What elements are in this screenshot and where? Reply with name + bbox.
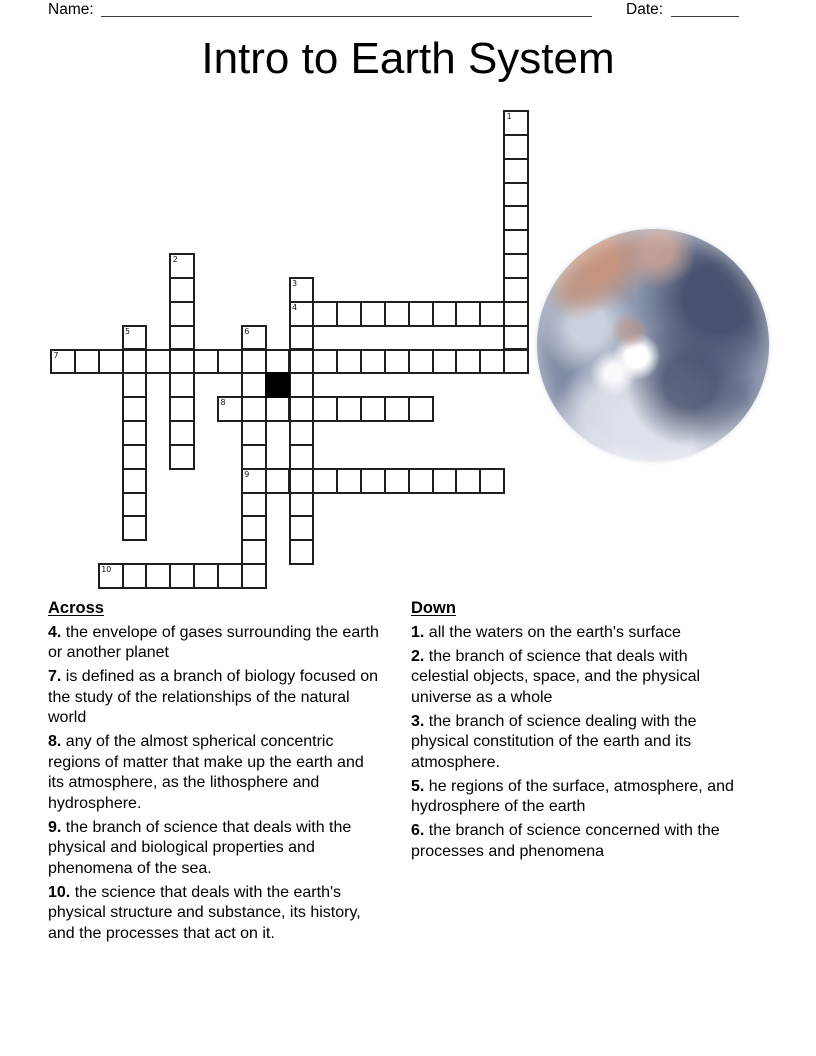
grid-cell (241, 349, 267, 375)
cell-number: 9 (244, 469, 250, 479)
grid-cell (503, 277, 529, 303)
grid-cell (122, 492, 148, 518)
clue-down-5: 5. he regions of the surface, atmosphere, and hydrosphere of the earth (411, 777, 734, 815)
grid-cell (122, 420, 148, 446)
grid-cell (336, 468, 362, 494)
cell-number: 2 (172, 255, 178, 265)
grid-cell (122, 349, 148, 375)
grid-cell (336, 301, 362, 327)
grid-black-cell (265, 372, 291, 398)
grid-cell (289, 492, 315, 518)
grid-cell (312, 468, 338, 494)
grid-cell (217, 396, 243, 422)
clue-number: 7. (48, 668, 62, 685)
grid-cell (503, 253, 529, 279)
grid-cell (289, 396, 315, 422)
grid-cell (384, 396, 410, 422)
name-blank-line (101, 1, 592, 17)
across-clue-list (48, 623, 380, 945)
grid-cell (122, 396, 148, 422)
grid-cell (432, 301, 458, 327)
grid-cell (241, 539, 267, 565)
date-blank-line (671, 1, 739, 17)
grid-cell (74, 349, 100, 375)
grid-cell (145, 349, 171, 375)
grid-cell (241, 325, 267, 351)
grid-cell (169, 420, 195, 446)
grid-cell (122, 563, 148, 589)
grid-cell (241, 563, 267, 589)
grid-cell (289, 420, 315, 446)
grid-cell (360, 301, 386, 327)
grid-cell (169, 277, 195, 303)
grid-cell (169, 396, 195, 422)
grid-cell (336, 396, 362, 422)
grid-cell (169, 444, 195, 470)
down-clues-section (411, 598, 745, 862)
earth-image (537, 229, 769, 461)
grid-cell (241, 444, 267, 470)
grid-cell (455, 349, 481, 375)
clue-number: 9. (48, 818, 62, 836)
grid-cell (503, 205, 529, 231)
grid-cell (360, 396, 386, 422)
grid-cell (98, 563, 124, 589)
grid-cell (503, 301, 529, 327)
down-clue-list (411, 623, 745, 863)
clue-number: 6. (411, 822, 425, 839)
grid-cell (50, 349, 76, 375)
across-clues-section (48, 598, 380, 944)
grid-cell (241, 492, 267, 518)
grid-cell (312, 349, 338, 375)
grid-cell (289, 444, 315, 470)
grid-cell (241, 420, 267, 446)
clue-number: 10. (48, 883, 71, 901)
clue-down-2: 2. the branch of science that deals with celestial objects, space, and the physical universe as a whole (411, 647, 701, 706)
grid-cell (503, 182, 529, 208)
grid-cell (145, 563, 171, 589)
grid-cell (336, 349, 362, 375)
grid-cell (289, 539, 315, 565)
grid-cell (408, 396, 434, 422)
grid-cell (169, 253, 195, 279)
grid-cell (122, 325, 148, 351)
grid-cell (503, 349, 529, 375)
grid-cell (122, 468, 148, 494)
clue-number: 2. (411, 647, 425, 665)
across-heading: Across (48, 599, 104, 617)
clue-number: 4. (48, 623, 62, 641)
grid-cell (265, 396, 291, 422)
grid-cell (289, 325, 315, 351)
grid-cell (312, 396, 338, 422)
clue-across-4: 4. the envelope of gases surrounding the earth or another planet (48, 623, 379, 661)
page-title: Intro to Earth System (201, 34, 615, 83)
grid-cell (217, 349, 243, 375)
clue-number: 5. (411, 777, 425, 795)
grid-cell (455, 301, 481, 327)
clue-across-7: 7. is defined as a branch of biology focused on the study of the relationships of the natural world (48, 668, 378, 726)
grid-cell (479, 468, 505, 494)
clue-down-3: 3. the branch of science dealing with the physical constitution of the earth and its atmosphere. (411, 712, 697, 771)
grid-cell (122, 372, 148, 398)
clue-across-8: 8. any of the almost spherical concentric regions of matter that make up the earth and its atmosphere, as the lithosphere and hydrosphere. (48, 733, 364, 812)
cell-number: 4 (292, 302, 298, 312)
grid-cell (122, 444, 148, 470)
clue-number: 3. (411, 712, 425, 730)
grid-cell (193, 349, 219, 375)
grid-cell (360, 349, 386, 375)
clue-number: 1. (411, 623, 425, 641)
cell-number: 8 (220, 398, 226, 408)
grid-cell (312, 301, 338, 327)
name-label: Name: (48, 1, 94, 18)
grid-cell (384, 468, 410, 494)
cell-number: 5 (125, 326, 131, 336)
clue-across-9: 9. the branch of science that deals with the physical and biological properties and phenomena of the sea. (48, 818, 352, 877)
grid-cell (408, 349, 434, 375)
grid-cell (169, 325, 195, 351)
grid-cell (503, 110, 529, 136)
grid-cell (241, 396, 267, 422)
clue-down-1: 1. all the waters on the earth's surface (411, 623, 681, 641)
grid-cell (503, 229, 529, 255)
cell-number: 6 (244, 326, 250, 336)
grid-cell (169, 372, 195, 398)
grid-cell (289, 277, 315, 303)
grid-cell (217, 563, 243, 589)
grid-cell (360, 468, 386, 494)
clue-number: 8. (48, 733, 62, 750)
grid-cell (384, 301, 410, 327)
grid-cell (503, 134, 529, 160)
down-heading: Down (411, 599, 456, 617)
grid-cell (289, 301, 315, 327)
grid-cell (384, 349, 410, 375)
grid-cell (503, 325, 529, 351)
grid-cell (98, 349, 124, 375)
grid-cell (289, 515, 315, 541)
grid-cell (169, 301, 195, 327)
grid-cell (265, 468, 291, 494)
grid-cell (479, 301, 505, 327)
grid-cell (241, 515, 267, 541)
grid-cell (432, 349, 458, 375)
cell-number: 3 (292, 278, 298, 288)
cell-number: 7 (53, 350, 59, 360)
grid-cell (432, 468, 458, 494)
grid-cell (479, 349, 505, 375)
grid-cell (289, 468, 315, 494)
cell-number: 10 (101, 565, 112, 575)
clue-down-6: 6. the branch of science concerned with the processes and phenomena (411, 822, 720, 860)
grid-cell (169, 349, 195, 375)
grid-cell (503, 158, 529, 184)
grid-cell (169, 563, 195, 589)
grid-cell (193, 563, 219, 589)
grid-cell (455, 468, 481, 494)
grid-cell (408, 301, 434, 327)
grid-cell (241, 468, 267, 494)
date-label: Date: (626, 1, 664, 18)
grid-cell (122, 515, 148, 541)
grid-cell (289, 372, 315, 398)
grid-cell (289, 349, 315, 375)
grid-cell (265, 349, 291, 375)
grid-cell (241, 372, 267, 398)
clue-across-10: 10. the science that deals with the earth's physical structure and substance, its history, and the processes that act on it. (48, 883, 361, 942)
cell-number: 1 (506, 112, 512, 121)
grid-cell (408, 468, 434, 494)
